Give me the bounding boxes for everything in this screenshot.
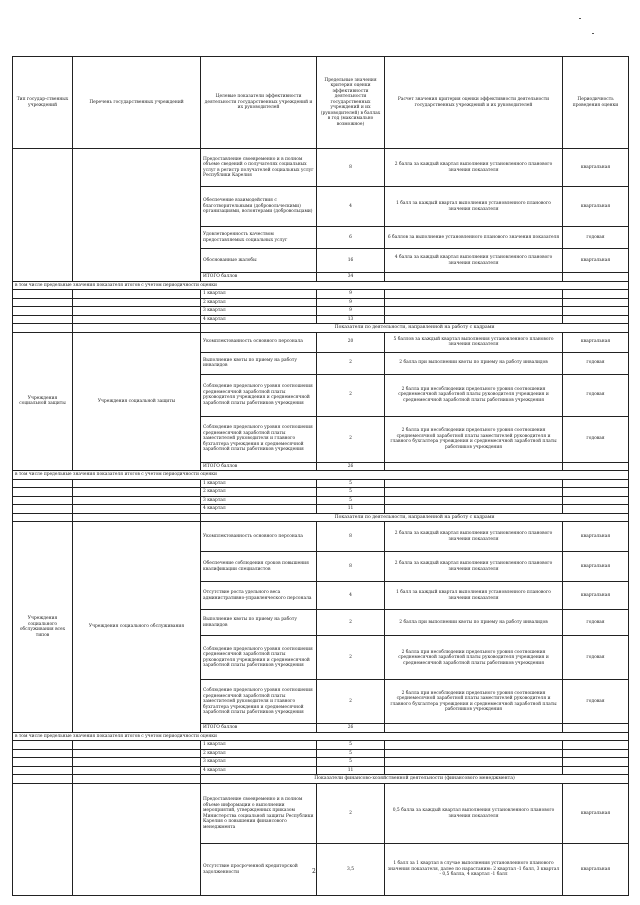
score-cell: 2: [317, 636, 385, 680]
section-title: Показатели по деятельности, направленной на работу с кадрами: [201, 324, 629, 333]
indicator-cell: Укомплектованность основного персонала: [201, 522, 317, 552]
type-cell: Учреждения социального обслуживания всех типов: [13, 522, 73, 733]
period-cell: квартальная: [563, 187, 629, 227]
indicator-cell: Соблюдение предельного уровня соотношения среднемесячной заработной платы заместителей руководителя и главного бухгалтера учреждения и среднемесячной заработной платы работников учреждения: [201, 416, 317, 462]
section-title: Показатели по деятельности, направленной на работу с кадрами: [201, 513, 629, 522]
type-cell: Учреждения социальной защиты: [13, 332, 73, 471]
quarter-label: 2 квартал: [201, 749, 317, 758]
calc-cell: 2 балла при выполнении квоты по приему на работу инвалидов: [385, 352, 563, 374]
quarter-row: [13, 307, 629, 316]
type-cell: [13, 784, 73, 896]
total-value: 34: [317, 273, 385, 282]
period-cell: квартальная: [563, 249, 629, 273]
score-cell: 4: [317, 582, 385, 610]
quarter-label: 4 квартал: [201, 766, 317, 775]
quarter-label: 2 квартал: [201, 488, 317, 497]
quarter-value: 11: [317, 505, 385, 514]
period-cell: годовая: [563, 636, 629, 680]
score-cell: 4: [317, 187, 385, 227]
calc-cell: 4 балла за каждый квартал выполнения установленного планового значения показателя: [385, 249, 563, 273]
quarter-label: 1 квартал: [201, 741, 317, 750]
header-type: Тип государ-ственных учреждений: [13, 57, 73, 149]
list-cell: Учреждения социальной защиты: [73, 332, 201, 471]
total-label: ИТОГО баллов: [201, 462, 317, 471]
header-list: Перечень государственных учреждений: [73, 57, 201, 149]
period-cell: годовая: [563, 352, 629, 374]
indicator-cell: Предоставление своевременно и в полном объеме информации о выполнении мероприятий, утвержденных приказом Министерства социальной защиты Республики Карелия о повышении финансового менеджмента: [201, 784, 317, 844]
calc-cell: 2 балла при несоблюдении предельного уровня соотношения среднемесячной заработной платы заместителей руководителя и главного бухгалтера учреждения и среднемесячной заработной платы работников учреждения: [385, 416, 563, 462]
period-cell: квартальная: [563, 582, 629, 610]
indicator-cell: Выполнение квоты по приему на работу инвалидов: [201, 352, 317, 374]
quarter-caption-row: [13, 471, 629, 480]
quarter-label: 2 квартал: [201, 298, 317, 307]
quarter-value: 5: [317, 488, 385, 497]
section-header-row: [13, 775, 629, 784]
header-period: Периодичность проведения оценки: [563, 57, 629, 149]
score-cell: 20: [317, 332, 385, 352]
indicator-cell: Обеспечение соблюдения сроков повышения квалификации специалистов: [201, 552, 317, 582]
quarter-value: 5: [317, 749, 385, 758]
type-cell: [13, 149, 73, 282]
quarter-row: [13, 290, 629, 299]
table-row: [13, 332, 629, 352]
quarter-row: [13, 505, 629, 514]
quarter-value: 5: [317, 758, 385, 767]
period-cell: квартальная: [563, 149, 629, 187]
score-cell: 16: [317, 249, 385, 273]
total-label: ИТОГО баллов: [201, 724, 317, 733]
period-cell: годовая: [563, 374, 629, 416]
list-cell: [73, 149, 201, 282]
criteria-table: [12, 56, 629, 896]
period-cell: квартальная: [563, 552, 629, 582]
quarter-value: 5: [317, 496, 385, 505]
list-cell: [73, 784, 201, 896]
quarter-value: 9: [317, 307, 385, 316]
score-cell: 2: [317, 374, 385, 416]
quarter-row: [13, 479, 629, 488]
table-row: [13, 149, 629, 187]
quarter-row: [13, 766, 629, 775]
score-cell: 3,5: [317, 844, 385, 896]
indicator-cell: Обеспечение взаимодействия с благотворительными (добровольческими) организациями, волонтерами (добровольцами): [201, 187, 317, 227]
indicator-cell: Укомплектованность основного персонала: [201, 332, 317, 352]
score-cell: 2: [317, 352, 385, 374]
calc-cell: 1 балл за каждый квартал выполнения установленного планового значения показателя: [385, 187, 563, 227]
score-cell: 2: [317, 680, 385, 724]
header-indicator: Целевые показатели эффективности деятельности государственных учреждений и их руководителей: [201, 57, 317, 149]
quarter-caption: в том числе предельные значения показателя итогов с учетом периодичности оценки: [13, 732, 629, 741]
page-number: 2: [312, 868, 316, 875]
calc-cell: 5 баллов за каждый квартал выполнения установленного планового значения показателя: [385, 332, 563, 352]
indicator-cell: Соблюдение предельного уровня соотношения среднемесячной заработной платы руководителя учреждения и среднемесячной заработной платы работников учреждения: [201, 636, 317, 680]
period-cell: квартальная: [563, 332, 629, 352]
score-cell: 8: [317, 522, 385, 552]
score-cell: 8: [317, 149, 385, 187]
period-cell: квартальная: [563, 784, 629, 844]
quarter-label: 4 квартал: [201, 505, 317, 514]
quarter-value: 9: [317, 298, 385, 307]
calc-cell: 2 балла при несоблюдении предельного уровня соотношения среднемесячной заработной платы руководителя учреждения и среднемесячной заработной платы работников учреждения: [385, 374, 563, 416]
indicator-cell: Предоставление своевременно и в полном объеме сведений о получателях социальных услуг в регистр получателей социальных услуг Республики Карелия: [201, 149, 317, 187]
quarter-label: 1 квартал: [201, 290, 317, 299]
calc-cell: 2 балла за каждый квартал выполнения установленного планового значения показателя: [385, 522, 563, 552]
indicator-cell: Отсутствие просроченной кредиторской задолженности: [201, 844, 317, 896]
period-cell: годовая: [563, 610, 629, 636]
score-cell: 2: [317, 610, 385, 636]
total-value: 26: [317, 462, 385, 471]
quarter-caption: в том числе предельные значения показателя итогов с учетом периодичности оценки: [13, 281, 629, 290]
period-cell: годовая: [563, 680, 629, 724]
quarter-label: 4 квартал: [201, 315, 317, 324]
quarter-row: [13, 298, 629, 307]
total-value: 26: [317, 724, 385, 733]
table-row: [13, 522, 629, 552]
total-label: ИТОГО баллов: [201, 273, 317, 282]
calc-cell: 0,5 балла за каждый квартал выполнения установленного планового значения показателя: [385, 784, 563, 844]
quarter-row: [13, 496, 629, 505]
header-limit: Предельные значения критерия оценки эффективности деятельности государственных учреждений и их (руководителей) в баллах в год (максимально возможное): [317, 57, 385, 149]
indicator-cell: Выполнение квоты по приему на работу инвалидов: [201, 610, 317, 636]
indicator-cell: Удовлетворенность качеством предоставляемых социальных услуг: [201, 227, 317, 249]
score-cell: 2: [317, 416, 385, 462]
calc-cell: 1 балл за 1 квартал в случае выполнения установленного планового значения показателя, далее по нарастанию: 2 квартал -1 балл, 3 квартал - 0,5 балла, 4 квартал -1 балл: [385, 844, 563, 896]
quarter-row: [13, 758, 629, 767]
quarter-label: 3 квартал: [201, 307, 317, 316]
section-title: Показатели финансово-хозяйственной деятельности (финансового менеджмента): [201, 775, 629, 784]
quarter-row: [13, 749, 629, 758]
scan-speck: [579, 18, 581, 19]
quarter-value: 5: [317, 741, 385, 750]
quarter-caption-row: [13, 281, 629, 290]
quarter-value: 13: [317, 315, 385, 324]
period-cell: годовая: [563, 416, 629, 462]
table-row: [13, 784, 629, 844]
calc-cell: 2 балла за каждый квартал выполнения установленного планового значения показателя: [385, 149, 563, 187]
quarter-value: 5: [317, 479, 385, 488]
quarter-label: 3 квартал: [201, 496, 317, 505]
period-cell: годовая: [563, 227, 629, 249]
calc-cell: 2 балла при несоблюдении предельного уровня соотношения среднемесячной заработной платы заместителей руководителя и главного бухгалтера учреждения и среднемесячной заработной платы работников учреждения: [385, 680, 563, 724]
period-cell: квартальная: [563, 844, 629, 896]
period-cell: квартальная: [563, 522, 629, 552]
indicator-cell: Соблюдение предельного уровня соотношения среднемесячной заработной платы руководителя учреждения и среднемесячной заработной платы работников учреждения: [201, 374, 317, 416]
score-cell: 8: [317, 552, 385, 582]
quarter-value: 11: [317, 766, 385, 775]
header-calc: Расчет значения критерия оценки эффективности деятельности государственных учреждений и их руководителей: [385, 57, 563, 149]
calc-cell: 1 балл за каждый квартал выполнения установленного планового значения показателя: [385, 582, 563, 610]
calc-cell: 2 балла при несоблюдении предельного уровня соотношения среднемесячной заработной платы руководителя учреждения и среднемесячной заработной платы работников учреждения: [385, 636, 563, 680]
quarter-label: 1 квартал: [201, 479, 317, 488]
quarter-row: [13, 488, 629, 497]
calc-cell: 6 баллов за выполнение установленного планового значения показателя: [385, 227, 563, 249]
quarter-row: [13, 315, 629, 324]
quarter-caption: в том числе предельные значения показателя итогов с учетом периодичности оценки: [13, 471, 629, 480]
score-cell: 2: [317, 784, 385, 844]
list-cell: Учреждения социального обслуживания: [73, 522, 201, 733]
quarter-caption-row: [13, 732, 629, 741]
score-cell: 6: [317, 227, 385, 249]
indicator-cell: Отсутствие роста удельного веса административно-управленческого персонала: [201, 582, 317, 610]
indicator-cell: Обоснованные жалобы: [201, 249, 317, 273]
calc-cell: 2 балла при выполнении квоты по приему на работу инвалидов: [385, 610, 563, 636]
section-header-row: [13, 324, 629, 333]
scan-speck: [592, 33, 594, 34]
indicator-cell: Соблюдение предельного уровня соотношения среднемесячной заработной платы заместителей руководителя и главного бухгалтера учреждения и среднемесячной заработной платы работников учреждения: [201, 680, 317, 724]
criteria-table-page: [12, 56, 628, 896]
calc-cell: 2 балла за каждый квартал выполнения установленного планового значения показателя: [385, 552, 563, 582]
quarter-label: 3 квартал: [201, 758, 317, 767]
quarter-value: 9: [317, 290, 385, 299]
section-header-row: [13, 513, 629, 522]
quarter-row: [13, 741, 629, 750]
